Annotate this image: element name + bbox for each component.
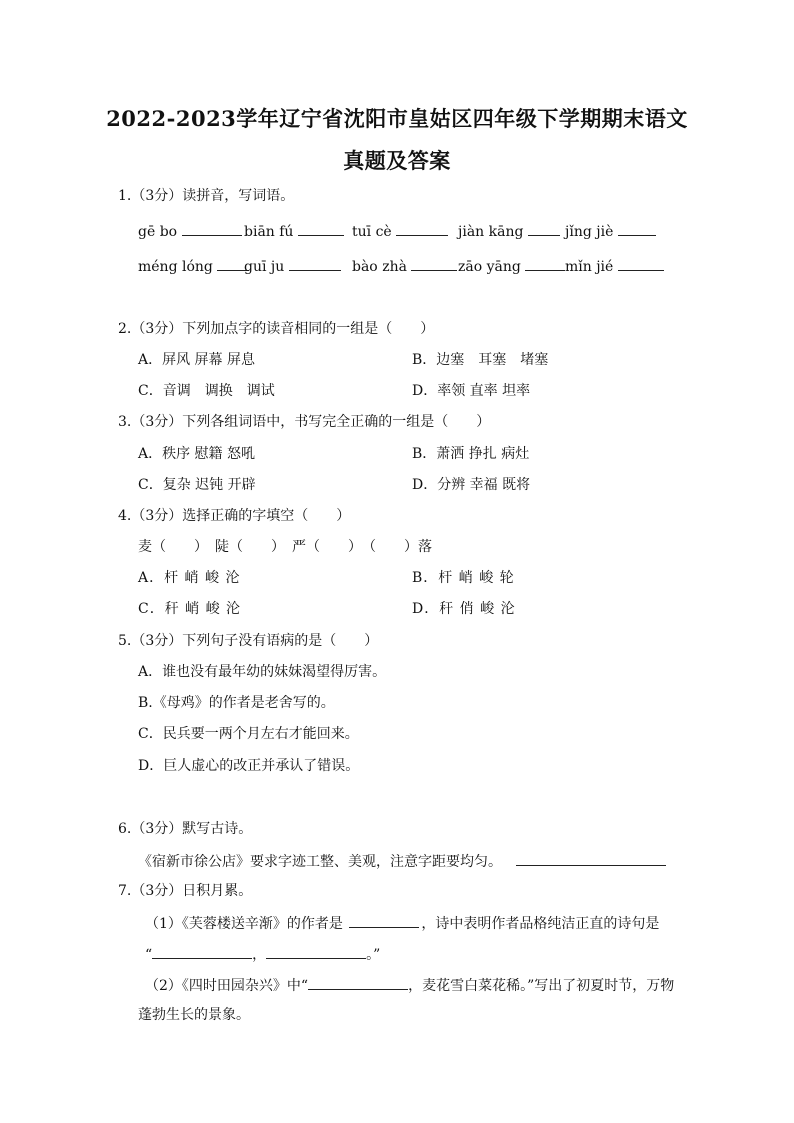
q3-option-a: A．秩序 慰籍 怒吼 bbox=[138, 446, 256, 462]
q3-option-c: C．复杂 迟钝 开辟 bbox=[138, 477, 256, 493]
question-7-stem: 7.（3分）日积月累。 bbox=[118, 883, 253, 899]
q2-option-d: D．率领 直率 坦率 bbox=[412, 383, 531, 399]
q5-option-b: B.《母鸡》的作者是老舍写的。 bbox=[138, 695, 335, 711]
q3-option-d: D．分辨 幸福 既将 bbox=[412, 477, 531, 493]
question-2-stem: 2.（3分）下列加点字的读音相同的一组是（ ） bbox=[118, 321, 435, 337]
answer-blank[interactable] bbox=[266, 944, 366, 959]
pinyin-item: tuī cè bbox=[352, 221, 448, 241]
pinyin-item: guī ju bbox=[244, 256, 341, 276]
q3-option-b: B．萧洒 挣扎 病灶 bbox=[412, 446, 530, 462]
pinyin-item: jǐng jiè bbox=[565, 221, 656, 241]
q2-option-a: A．屏风 屏幕 屏息 bbox=[138, 352, 256, 368]
answer-blank[interactable] bbox=[349, 913, 419, 928]
q7-part-2-line-1: （2）《四时田园杂兴》中“ ，麦花雪白菜花稀。”写出了初夏时节，万物 bbox=[145, 975, 674, 995]
q5-option-a: A．谁也没有最年幼的妹妹渴望得厉害。 bbox=[138, 664, 387, 680]
page-title-line1: 2022-2023学年辽宁省沈阳市皇姑区四年级下学期期末语文 bbox=[106, 106, 688, 131]
q2-option-b: B．边塞 耳塞 堵塞 bbox=[412, 352, 549, 368]
question-4-stem: 4.（3分）选择正确的字填空（ ） bbox=[118, 508, 351, 524]
question-1-stem: 1.（3分）读拼音，写词语。 bbox=[118, 188, 295, 204]
pinyin-item: gē bo bbox=[138, 221, 242, 241]
q7-part-1-line-2: “ ， 。” bbox=[145, 944, 380, 964]
q4-fill-line: 麦（ ） 陡（ ） 严（ ） （ ）落 bbox=[138, 539, 432, 555]
pinyin-item: méng lóng bbox=[138, 256, 249, 276]
pinyin-item: mǐn jié bbox=[565, 256, 664, 276]
answer-blank[interactable] bbox=[152, 944, 252, 959]
q7-part-1-line-1: （1）《芙蓉楼送辛渐》的作者是 ，诗中表明作者品格纯洁正直的诗句是 bbox=[145, 913, 659, 933]
q4-option-d: D．秆 俏 峻 沦 bbox=[412, 601, 516, 617]
q5-option-d: D．巨人虚心的改正并承认了错误。 bbox=[138, 758, 360, 774]
page-title-line2: 真题及答案 bbox=[343, 148, 451, 173]
q2-option-c: C．音调 调换 调试 bbox=[138, 383, 275, 399]
q4-option-a: A．杆 峭 峻 沦 bbox=[138, 570, 241, 586]
pinyin-item: biān fú bbox=[244, 221, 344, 241]
question-5-stem: 5.（3分）下列句子没有语病的是（ ） bbox=[118, 633, 379, 649]
question-6-stem: 6.（3分）默写古诗。 bbox=[118, 821, 253, 837]
q5-option-c: C．民兵要一两个月左右才能回来。 bbox=[138, 726, 359, 742]
q6-instruction bbox=[138, 851, 666, 871]
q4-option-b: B．杆 峭 峻 轮 bbox=[412, 570, 515, 586]
q1-pinyin-row-1 bbox=[138, 221, 678, 241]
q1-pinyin-row-2 bbox=[138, 256, 678, 276]
answer-blank[interactable] bbox=[516, 851, 666, 866]
answer-blank[interactable] bbox=[308, 975, 408, 990]
pinyin-item: bào zhà bbox=[352, 256, 457, 276]
pinyin-item: zāo yāng bbox=[458, 256, 565, 276]
question-3-stem: 3.（3分）下列各组词语中，书写完全正确的一组是（ ） bbox=[118, 414, 491, 430]
pinyin-item: jiàn kāng bbox=[458, 221, 560, 241]
q7-part-2-line-2: 蓬勃生长的景象。 bbox=[138, 1007, 250, 1023]
q4-option-c: C．秆 峭 峻 沦 bbox=[138, 601, 242, 617]
q6-instruction-text: 《宿新市徐公店》要求字迹工整、美观，注意字距要均匀。 bbox=[138, 854, 502, 870]
